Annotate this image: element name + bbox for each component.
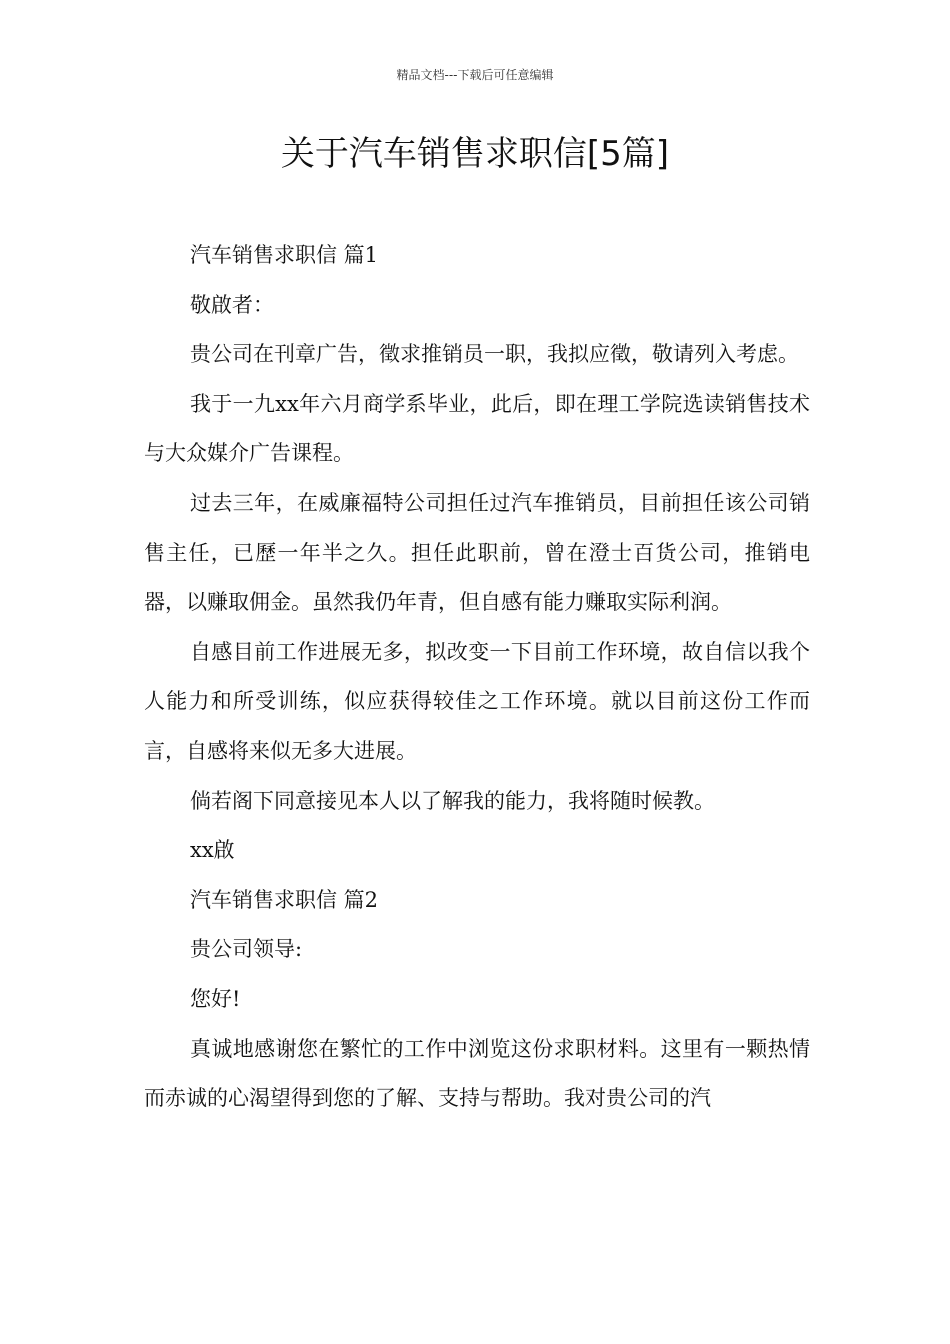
- body-paragraph: 贵公司在刊章广告，徵求推销员一职，我拟应徵，敬请列入考虑。: [190, 342, 799, 367]
- signature: xx啟: [190, 838, 235, 863]
- salutation: 敬啟者：: [190, 292, 274, 317]
- body-paragraph: 真诚地感谢您在繁忙的工作中浏览这份求职材料。这里有一颗热情而赤诚的心渴望得到您的了解、支持与帮助。我对贵公司的汽: [144, 1036, 810, 1111]
- body-paragraph: 倘若阁下同意接见本人以了解我的能力，我将随时候教。: [190, 788, 715, 813]
- document-body: [144, 231, 810, 1124]
- section-heading-2: 汽车销售求职信 篇2: [190, 887, 379, 912]
- section-heading-1: 汽车销售求职信 篇1: [190, 243, 379, 267]
- body-paragraph: 我于一九xx年六月商学系毕业，此后，即在理工学院选读销售技术与大众媒介广告课程。: [144, 391, 810, 466]
- body-paragraph: 过去三年，在威廉福特公司担任过汽车推销员，目前担任该公司销售主任，已歷一年半之久。担任此职前，曾在澄士百货公司，推销电器，以赚取佣金。虽然我仍年青，但自感有能力赚取实际利润。: [144, 490, 810, 615]
- header-note: 精品文档---下载后可任意编辑: [396, 68, 554, 82]
- greeting: 您好!: [190, 986, 241, 1011]
- salutation: 贵公司领导:: [190, 937, 303, 962]
- document-title: 关于汽车销售求职信[5篇]: [280, 134, 670, 174]
- body-paragraph: 自感目前工作进展无多，拟改变一下目前工作环境，故自信以我个人能力和所受训练，似应获得较佳之工作环境。就以目前这份工作而言，自感将来似无多大进展。: [144, 639, 810, 763]
